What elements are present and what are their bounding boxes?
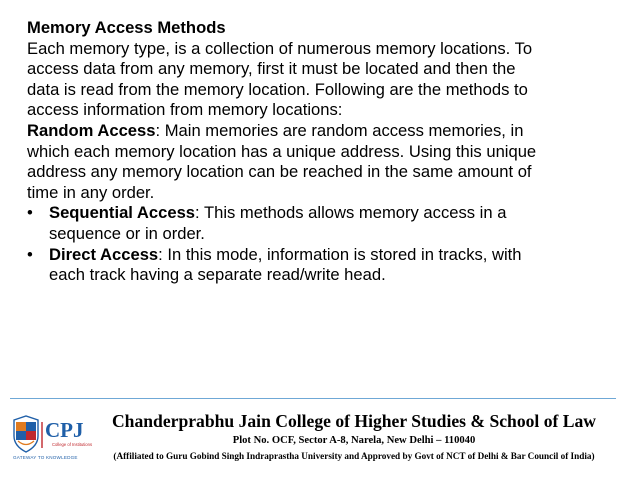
list-item-sequential-access bbox=[27, 203, 617, 244]
list-item-direct-access bbox=[27, 245, 617, 286]
slide-content bbox=[27, 18, 617, 286]
direct-access-text: : In this mode, information is stored in tracks, with bbox=[158, 244, 522, 264]
logo-small-line: College of Institutions bbox=[52, 442, 93, 447]
intro-line-2: access data from any memory, first it must be located and then the bbox=[27, 59, 516, 79]
sequential-access-term: Sequential Access bbox=[49, 203, 196, 223]
footer-divider bbox=[10, 398, 616, 399]
slide-title: Memory Access Methods bbox=[27, 18, 226, 37]
sequential-access-text: : This methods allows memory access in a bbox=[195, 203, 507, 223]
intro-line-1: Each memory type, is a collection of numerous memory locations. To bbox=[27, 38, 533, 58]
logo-letters: CPJ bbox=[45, 418, 84, 442]
college-logo bbox=[12, 410, 93, 462]
random-access-term: Random Access bbox=[27, 120, 156, 140]
college-address: Plot No. OCF, Sector A-8, Narela, New Delhi – 110040 bbox=[232, 435, 476, 446]
access-method-list bbox=[27, 203, 617, 285]
logo-tagline: GATEWAY TO KNOWLEDGE bbox=[13, 455, 78, 460]
bullet-icon: • bbox=[27, 203, 33, 223]
sequential-access-line-2: sequence or in order. bbox=[49, 223, 205, 243]
intro-line-3: data is read from the memory location. Following are the methods to bbox=[27, 79, 528, 99]
sequential-access-line-1 bbox=[49, 203, 617, 224]
random-access-text: : Main memories are random access memories, in bbox=[155, 120, 524, 140]
random-access-line-4: time in any order. bbox=[27, 182, 155, 202]
bullet-icon: • bbox=[27, 244, 33, 264]
direct-access-term: Direct Access bbox=[49, 244, 159, 264]
direct-access-line-1 bbox=[49, 245, 617, 266]
intro-line-4: access information from memory locations: bbox=[27, 100, 343, 120]
random-access-line-2: which each memory location has a unique address. Using this unique bbox=[27, 141, 537, 161]
college-affiliation: (Affiliated to Guru Gobind Singh Indraprastha University and Approved by Govt of NCT of Delhi & Bar Council of India) bbox=[113, 451, 595, 461]
random-access-line-1 bbox=[27, 121, 617, 142]
college-name: Chanderprabhu Jain College of Higher Studies & School of Law bbox=[111, 411, 597, 431]
random-access-line-3: address any memory location can be reached in the same amount of bbox=[27, 162, 532, 182]
direct-access-line-2: each track having a separate read/write head. bbox=[49, 265, 386, 285]
